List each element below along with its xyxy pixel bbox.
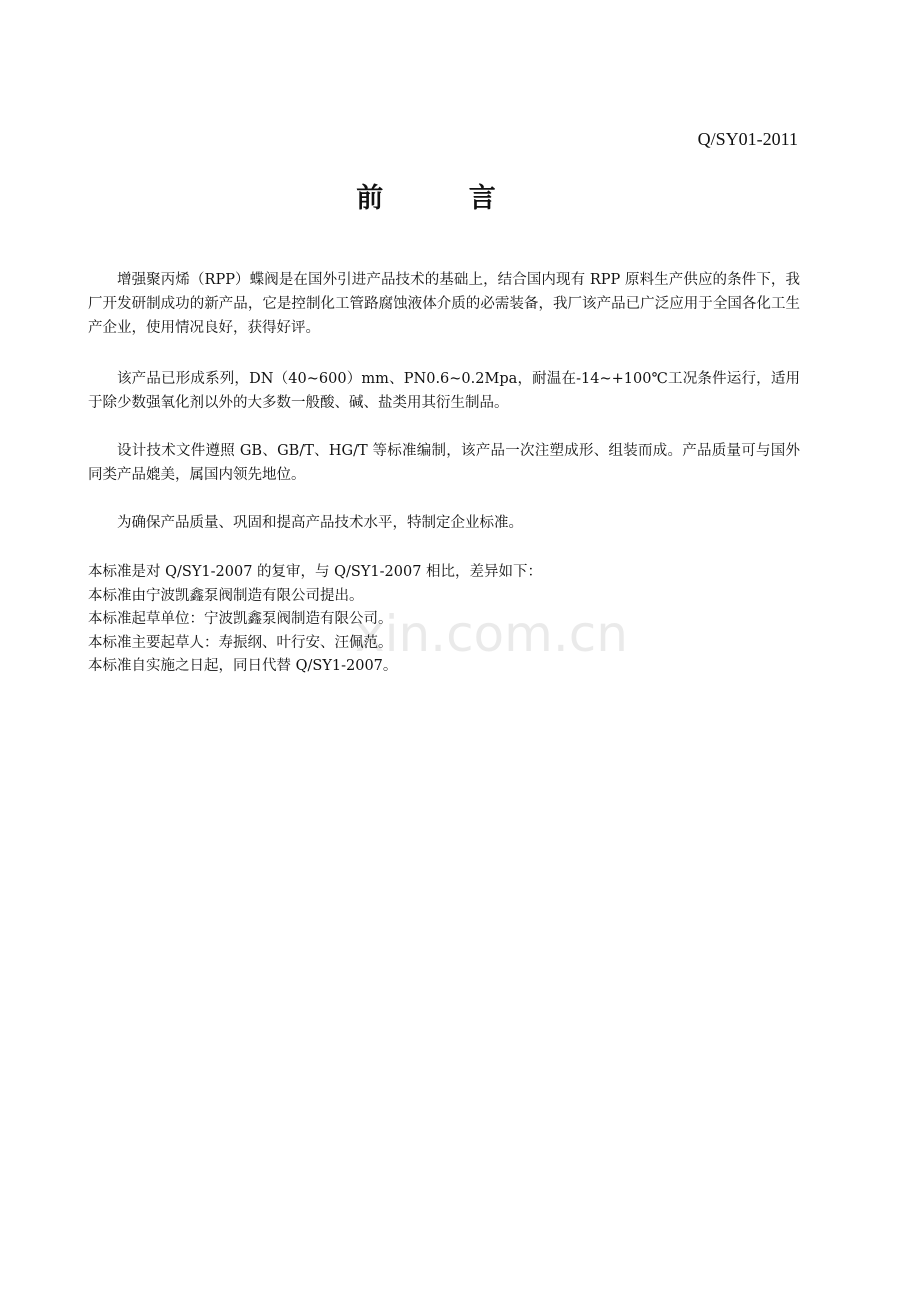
preface-paragraph-3 — [88, 439, 800, 487]
paragraph-text: 增强聚丙烯（RPP）蝶阀是在国外引进产品技术的基础上，结合国内现有 RPP 原料生产供应的条件下，我厂开发研制成功的新产品，它是控制化工管路腐蚀液体介质的必需装备，我厂该产品已广泛应用于全国各化工生产企业，使用情况良好，获得好评。 — [88, 272, 800, 336]
page-title: 前 言 — [356, 183, 534, 214]
note-line-review: 本标准是对 Q/SY1-2007 的复审，与 Q/SY1-2007 相比，差异如下： — [88, 564, 543, 580]
note-line-drafting-unit: 本标准起草单位：宁波凯鑫泵阀制造有限公司。 — [88, 611, 393, 627]
preface-paragraph-2 — [88, 367, 800, 415]
paragraph-text: 该产品已形成系列，DN（40~600）mm、PN0.6~0.2Mpa，耐温在-14~+100℃工况条件运行，适用于除少数强氧化剂以外的大多数一般酸、碱、盐类用其衍生制品。 — [88, 371, 800, 411]
watermark: xin.com.cn — [355, 605, 628, 663]
document-code: Q/SY01-2011 — [697, 129, 798, 149]
preface-paragraph-4 — [88, 511, 800, 535]
standard-notes — [88, 561, 800, 679]
note-line-replacement: 本标准自实施之日起，同日代替 Q/SY1-2007。 — [88, 658, 398, 674]
paragraph-text: 设计技术文件遵照 GB、GB/T、HG/T 等标准编制，该产品一次注塑成形、组装而成。产品质量可与国外同类产品媲美，属国内领先地位。 — [88, 443, 800, 483]
note-line-proposer: 本标准由宁波凯鑫泵阀制造有限公司提出。 — [88, 587, 364, 604]
note-line-drafters: 本标准主要起草人：寿振纲、叶行安、汪佩范。 — [88, 634, 393, 651]
preface-paragraph-1 — [88, 268, 800, 340]
paragraph-text: 为确保产品质量、巩固和提高产品技术水平，特制定企业标准。 — [117, 515, 523, 531]
